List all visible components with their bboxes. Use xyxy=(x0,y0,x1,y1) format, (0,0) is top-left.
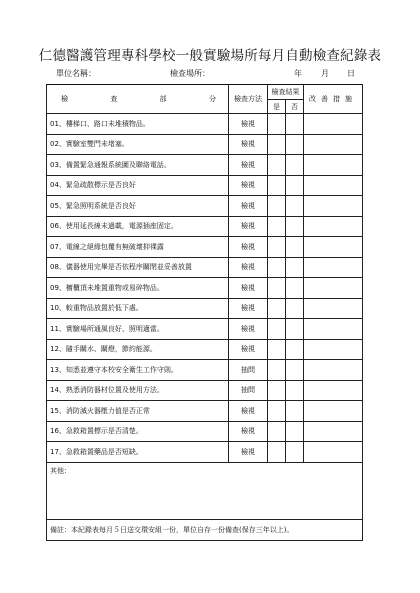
inspection-item: 07、電線之絕緣包覆有無破壞抑裸露 xyxy=(47,237,229,258)
table-row xyxy=(47,134,363,155)
inspection-item: 05、緊急照明系統是否良好 xyxy=(47,196,229,217)
note-text: 備註：本紀錄表每月５日送交環安組一份，單位自存一份備查(保存三年以上)。 xyxy=(47,519,363,540)
remedy-cell[interactable] xyxy=(304,155,363,176)
result-no-cell[interactable] xyxy=(286,196,304,217)
result-no-cell[interactable] xyxy=(286,319,304,340)
remedy-cell[interactable] xyxy=(304,114,363,135)
table-row xyxy=(47,196,363,217)
remedy-cell[interactable] xyxy=(304,257,363,278)
remedy-cell[interactable] xyxy=(304,421,363,442)
remedy-cell[interactable] xyxy=(304,134,363,155)
inspection-item: 08、儀器使用完畢是否依程序關閉並妥善放置 xyxy=(47,257,229,278)
table-row xyxy=(47,360,363,381)
result-yes-cell[interactable] xyxy=(268,401,286,422)
inspection-item: 16、急救箱置標示是否清楚。 xyxy=(47,421,229,442)
inspection-item: 15、消防滅火器壓力值是否正常 xyxy=(47,401,229,422)
result-no-cell[interactable] xyxy=(286,401,304,422)
result-yes-cell[interactable] xyxy=(268,278,286,299)
result-yes-cell[interactable] xyxy=(268,319,286,340)
result-yes-cell[interactable] xyxy=(268,216,286,237)
inspection-method: 檢視 xyxy=(229,237,268,258)
table-row xyxy=(47,401,363,422)
result-yes-cell[interactable] xyxy=(268,339,286,360)
remedy-cell[interactable] xyxy=(304,360,363,381)
table-row xyxy=(47,237,363,258)
inspection-method: 檢視 xyxy=(229,278,268,299)
inspection-method-header: 檢查方法 xyxy=(229,85,268,114)
inspection-method: 檢視 xyxy=(229,401,268,422)
result-no-cell[interactable] xyxy=(286,298,304,319)
table-row xyxy=(47,380,363,401)
table-row xyxy=(47,442,363,463)
remedy-cell[interactable] xyxy=(304,237,363,258)
others-label: 其他： xyxy=(50,466,71,475)
inspection-part-header: 檢 查 部 分 xyxy=(47,85,229,114)
result-no-cell[interactable] xyxy=(286,175,304,196)
result-no-cell[interactable] xyxy=(286,380,304,401)
inspection-item: 10、較重物品放置於低下處。 xyxy=(47,298,229,319)
result-yes-cell[interactable] xyxy=(268,421,286,442)
result-no-cell[interactable] xyxy=(286,237,304,258)
table-row xyxy=(47,278,363,299)
inspection-method: 檢視 xyxy=(229,196,268,217)
inspection-result-header: 檢查結果 xyxy=(268,85,304,100)
form-title: 仁德醫護管理專科學校一般實驗場所每月自動檢查紀錄表 xyxy=(38,48,382,64)
result-no-cell[interactable] xyxy=(286,216,304,237)
remedy-cell[interactable] xyxy=(304,401,363,422)
remedy-cell[interactable] xyxy=(304,196,363,217)
table-row xyxy=(47,155,363,176)
remedy-cell[interactable] xyxy=(304,175,363,196)
result-no-cell[interactable] xyxy=(286,257,304,278)
result-no-cell[interactable] xyxy=(286,421,304,442)
result-yes-cell[interactable] xyxy=(268,360,286,381)
inspection-item: 09、櫥櫃頂未堆置重物或易碎物品。 xyxy=(47,278,229,299)
table-row xyxy=(47,298,363,319)
remedy-cell[interactable] xyxy=(304,339,363,360)
result-yes-cell[interactable] xyxy=(268,175,286,196)
inspection-item: 04、緊急疏散標示是否良好 xyxy=(47,175,229,196)
result-no-cell[interactable] xyxy=(286,442,304,463)
table-row xyxy=(47,319,363,340)
result-no-header: 否 xyxy=(286,100,304,114)
table-row xyxy=(47,339,363,360)
result-yes-cell[interactable] xyxy=(268,114,286,135)
inspection-place-label: 檢查場所： xyxy=(170,69,210,78)
inspection-method: 檢視 xyxy=(229,175,268,196)
result-yes-cell[interactable] xyxy=(268,196,286,217)
month-label: 月 xyxy=(321,69,329,78)
remedy-cell[interactable] xyxy=(304,319,363,340)
table-row xyxy=(47,175,363,196)
result-no-cell[interactable] xyxy=(286,155,304,176)
table-row xyxy=(47,216,363,237)
result-yes-cell[interactable] xyxy=(268,442,286,463)
others-field[interactable] xyxy=(47,462,363,519)
inspection-item: 03、備置緊急通報系統圖及聯絡電話。 xyxy=(47,155,229,176)
inspection-method: 檢視 xyxy=(229,155,268,176)
table-row xyxy=(47,421,363,442)
inspection-method: 檢視 xyxy=(229,319,268,340)
result-yes-cell[interactable] xyxy=(268,380,286,401)
inspection-method: 抽問 xyxy=(229,380,268,401)
header-row xyxy=(47,85,363,100)
note-row xyxy=(47,519,363,540)
result-no-cell[interactable] xyxy=(286,134,304,155)
inspection-item: 11、實驗場所通風良好、照明適當。 xyxy=(47,319,229,340)
inspection-method: 檢視 xyxy=(229,298,268,319)
result-no-cell[interactable] xyxy=(286,339,304,360)
result-yes-header: 是 xyxy=(268,100,286,114)
result-no-cell[interactable] xyxy=(286,278,304,299)
remedy-cell[interactable] xyxy=(304,278,363,299)
inspection-item: 01、樓梯口、路口未堆積物品。 xyxy=(47,114,229,135)
table-row xyxy=(47,114,363,135)
inspection-method: 檢視 xyxy=(229,339,268,360)
result-no-cell[interactable] xyxy=(286,114,304,135)
year-label: 年 xyxy=(294,69,302,78)
inspection-table xyxy=(46,84,363,541)
inspection-item: 02、實驗室雙門未堵塞。 xyxy=(47,134,229,155)
inspection-item: 12、隨手關水、關燈，節約能源。 xyxy=(47,339,229,360)
inspection-item: 17、急救箱置藥品是否短缺。 xyxy=(47,442,229,463)
unit-name-label: 單位名稱： xyxy=(56,69,96,78)
remedy-cell[interactable] xyxy=(304,380,363,401)
remedy-cell[interactable] xyxy=(304,216,363,237)
inspection-method: 檢視 xyxy=(229,257,268,278)
inspection-method: 檢視 xyxy=(229,421,268,442)
remedy-measures-header: 改善措施 xyxy=(304,85,363,114)
inspection-item: 06、使用延長線未過載，電源插座固定。 xyxy=(47,216,229,237)
day-label: 日 xyxy=(347,69,355,78)
result-yes-cell[interactable] xyxy=(268,134,286,155)
result-yes-cell[interactable] xyxy=(268,257,286,278)
others-row xyxy=(47,462,363,519)
inspection-item: 13、知悉並遵守本校安全衛生工作守則。 xyxy=(47,360,229,381)
result-yes-cell[interactable] xyxy=(268,298,286,319)
inspection-item: 14、熟悉消防器材位置及使用方法。 xyxy=(47,380,229,401)
result-yes-cell[interactable] xyxy=(268,237,286,258)
inspection-method: 抽問 xyxy=(229,360,268,381)
remedy-cell[interactable] xyxy=(304,442,363,463)
inspection-method: 檢視 xyxy=(229,216,268,237)
inspection-method: 檢視 xyxy=(229,114,268,135)
inspection-method: 檢視 xyxy=(229,442,268,463)
table-row xyxy=(47,257,363,278)
inspection-method: 檢視 xyxy=(229,134,268,155)
result-no-cell[interactable] xyxy=(286,360,304,381)
remedy-cell[interactable] xyxy=(304,298,363,319)
result-yes-cell[interactable] xyxy=(268,155,286,176)
